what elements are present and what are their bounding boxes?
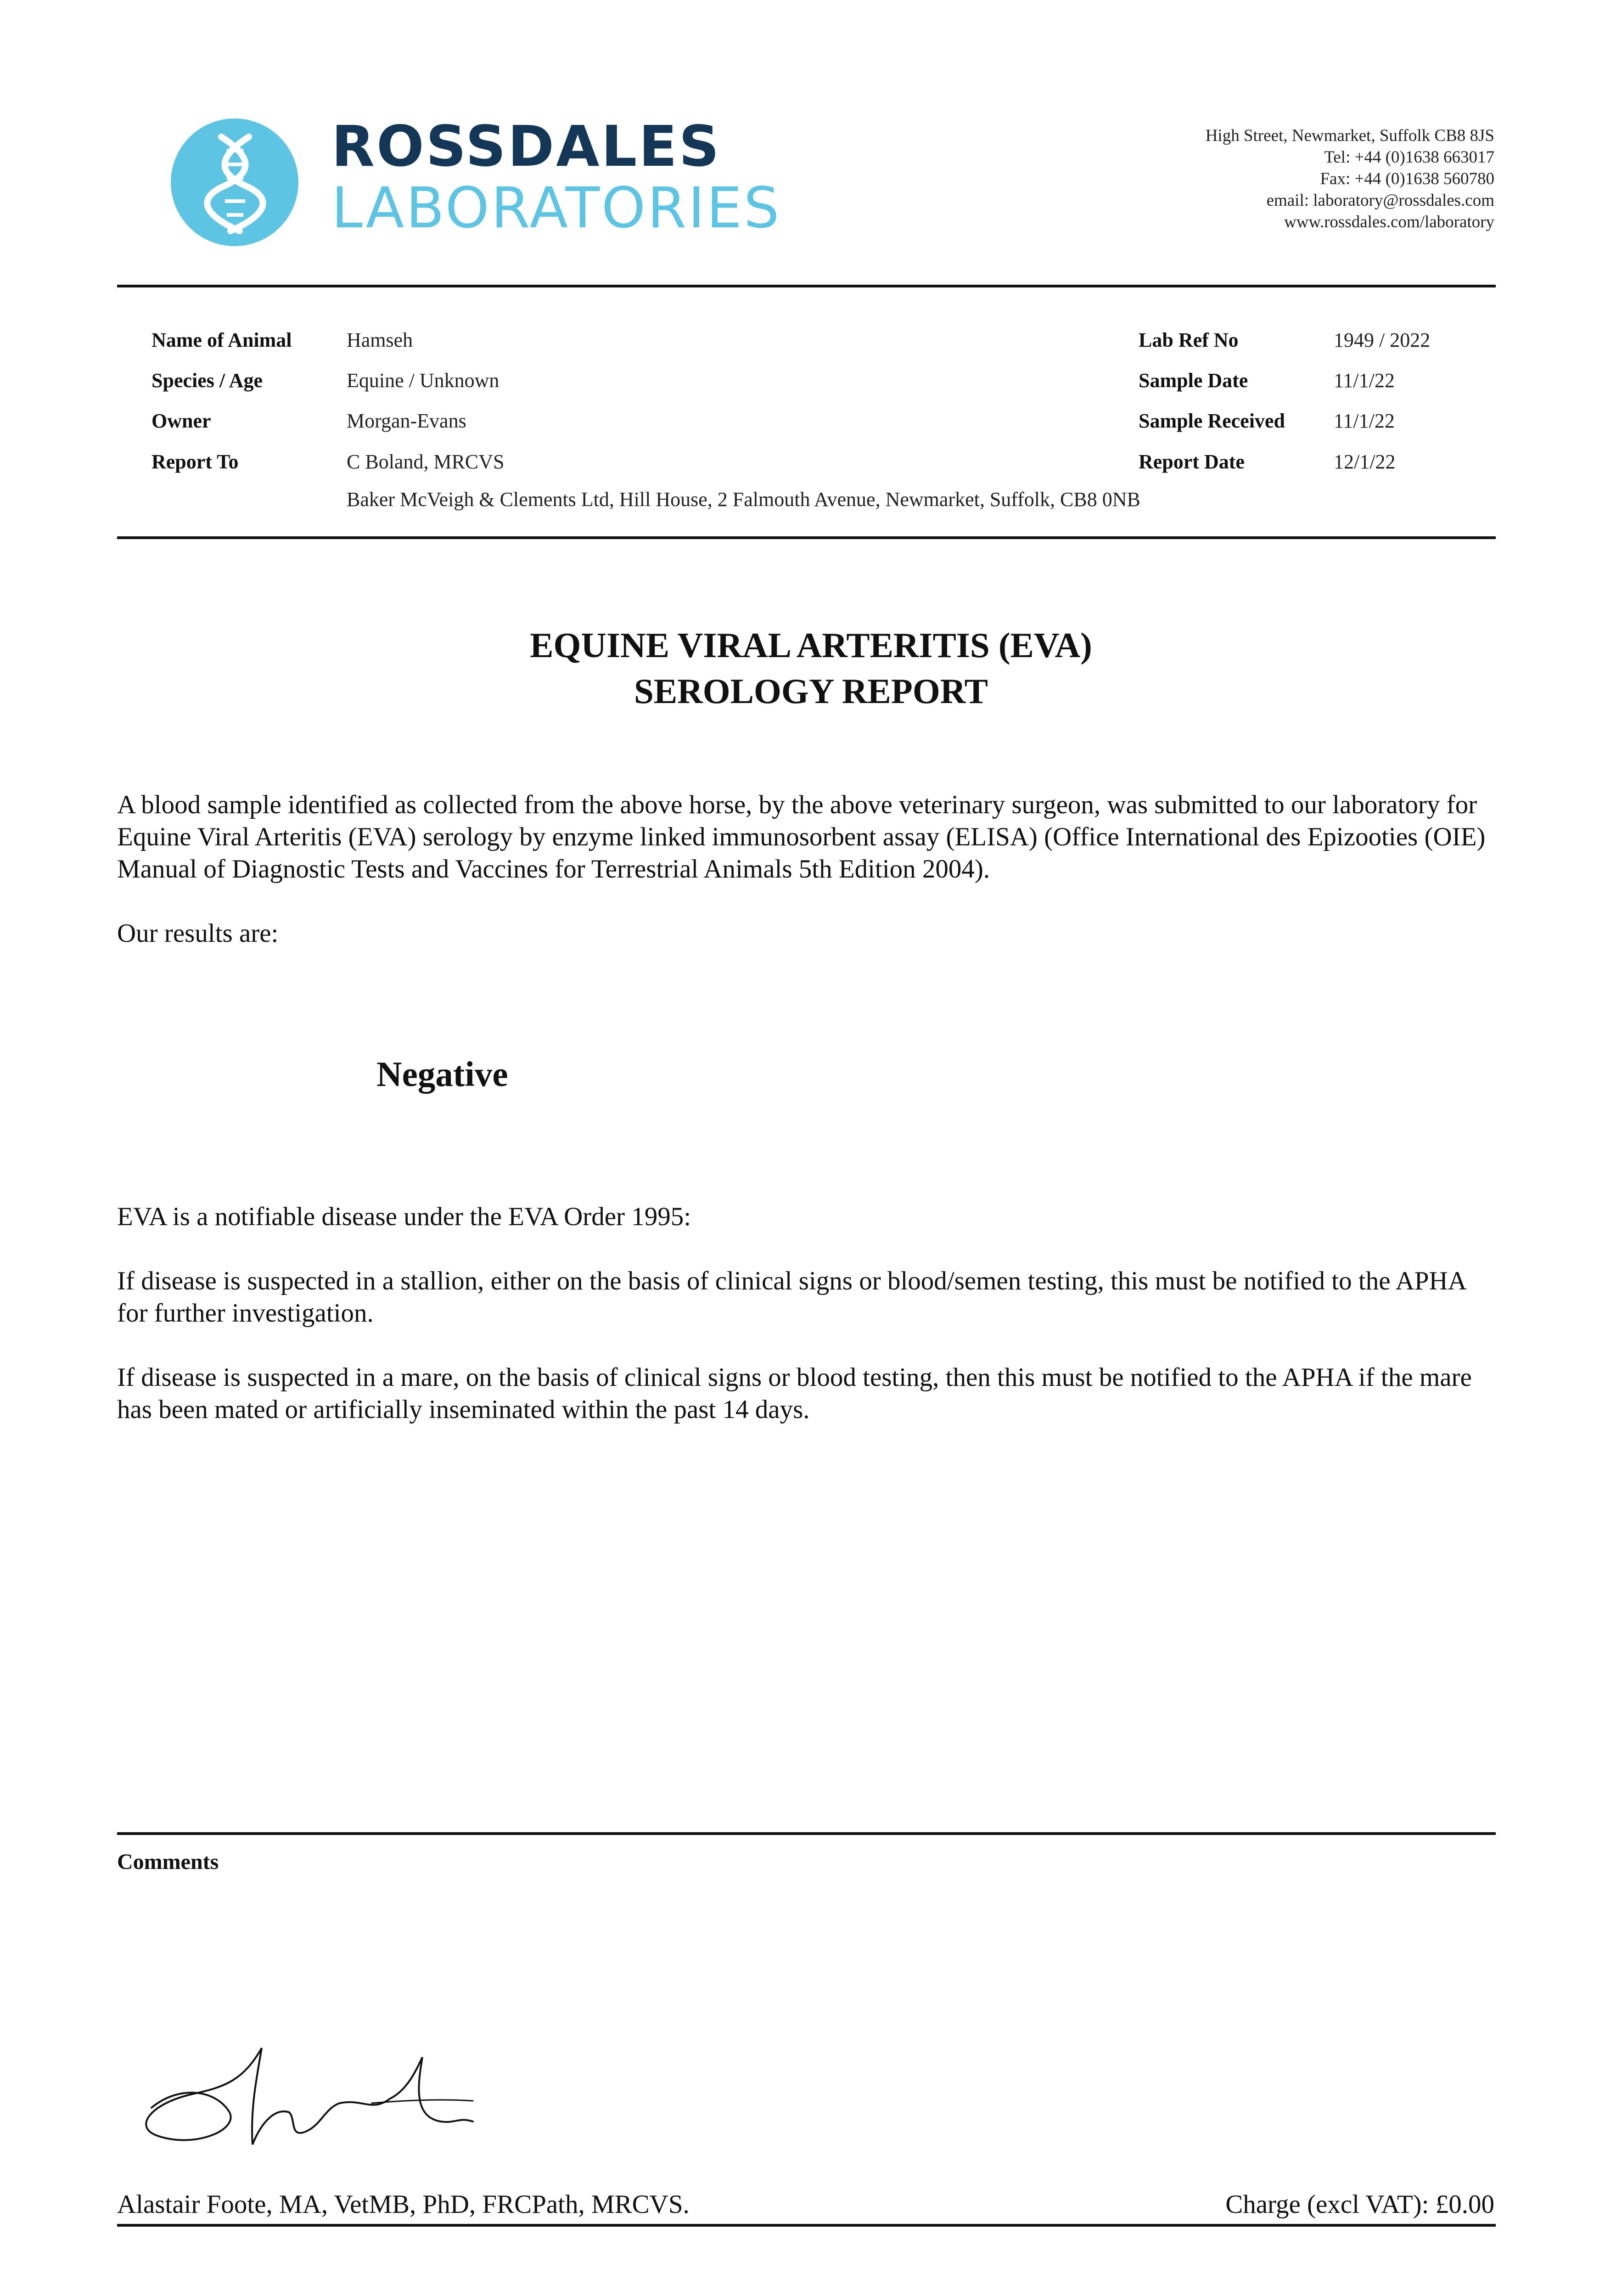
header-divider <box>117 285 1496 287</box>
value-sample-received: 11/1/22 <box>1334 410 1395 432</box>
footer-divider <box>117 2224 1496 2227</box>
notifiable-statement: EVA is a notifiable disease under the EVA Order 1995: <box>117 1202 691 1231</box>
address: High Street, Newmarket, Suffolk CB8 8JS <box>1205 126 1494 145</box>
brand-name: ROSSDALES <box>331 114 721 179</box>
label-report-to: Report To <box>152 450 239 473</box>
value-species-age: Equine / Unknown <box>347 369 500 392</box>
contact-block <box>1206 125 1494 233</box>
value-owner: Morgan-Evans <box>347 410 466 432</box>
report-title <box>0 622 1622 714</box>
charge-amount: Charge (excl VAT): £0.00 <box>1225 2190 1494 2219</box>
results-intro: Our results are: <box>117 919 279 948</box>
comments-label: Comments <box>117 1850 219 1874</box>
intro-paragraph: A blood sample identified as collected from the above horse, by the above veterinary surgeon, was submitted to our laboratory for Equine Viral Arteritis (EVA) serology by enzyme linked immunosorbent assay (ELISA) (Office International des Epizooties (OIE) Manual of Diagnostic Tests and Vaccines for Terrestrial Animals 5th Edition 2004). <box>117 790 1486 884</box>
label-report-date: Report Date <box>1139 450 1245 473</box>
details-divider <box>117 536 1496 539</box>
logo-dna-icon <box>171 118 298 246</box>
value-report-to: C Boland, MRCVS <box>347 450 505 473</box>
comments-divider <box>117 1832 1496 1835</box>
website-link[interactable]: www.rossdales.com/laboratory <box>1284 213 1494 231</box>
label-species-age: Species / Age <box>152 369 263 392</box>
value-report-to-address: Baker McVeigh & Clements Ltd, Hill House, 2 Falmouth Avenue, Newmarket, Suffolk, CB8 0NB <box>347 488 1140 511</box>
stallion-note: If disease is suspected in a stallion, either on the basis of clinical signs or blood/semen testing, this must be notified to the APHA for further investigation. <box>117 1266 1465 1328</box>
fax: Fax: +44 (0)1638 560780 <box>1320 169 1494 188</box>
value-sample-date: 11/1/22 <box>1334 369 1395 392</box>
report-title-line1: EQUINE VIRAL ARTERITIS (EVA) <box>530 625 1092 665</box>
label-lab-ref-no: Lab Ref No <box>1139 329 1239 351</box>
email-link[interactable]: email: laboratory@rossdales.com <box>1266 191 1494 210</box>
telephone: Tel: +44 (0)1638 663017 <box>1324 148 1494 167</box>
label-sample-received: Sample Received <box>1139 410 1285 432</box>
signatory-name: Alastair Foote, MA, VetMB, PhD, FRCPath, MRCVS. <box>117 2190 690 2219</box>
label-owner: Owner <box>152 410 211 432</box>
report-title-line2: SEROLOGY REPORT <box>634 671 988 711</box>
label-name-of-animal: Name of Animal <box>152 329 292 351</box>
value-report-date: 12/1/22 <box>1334 450 1396 473</box>
mare-note: If disease is suspected in a mare, on the basis of clinical signs or blood testing, then this must be notified to the APHA if the mare has been mated or artificially inseminated within the past 14 days. <box>117 1363 1472 1424</box>
signature-image <box>124 2039 482 2158</box>
test-result: Negative <box>376 1054 508 1094</box>
value-lab-ref-no: 1949 / 2022 <box>1334 329 1431 351</box>
brand-subname: LABORATORIES <box>331 175 781 241</box>
value-name-of-animal: Hamseh <box>347 329 413 351</box>
label-sample-date: Sample Date <box>1139 369 1248 392</box>
